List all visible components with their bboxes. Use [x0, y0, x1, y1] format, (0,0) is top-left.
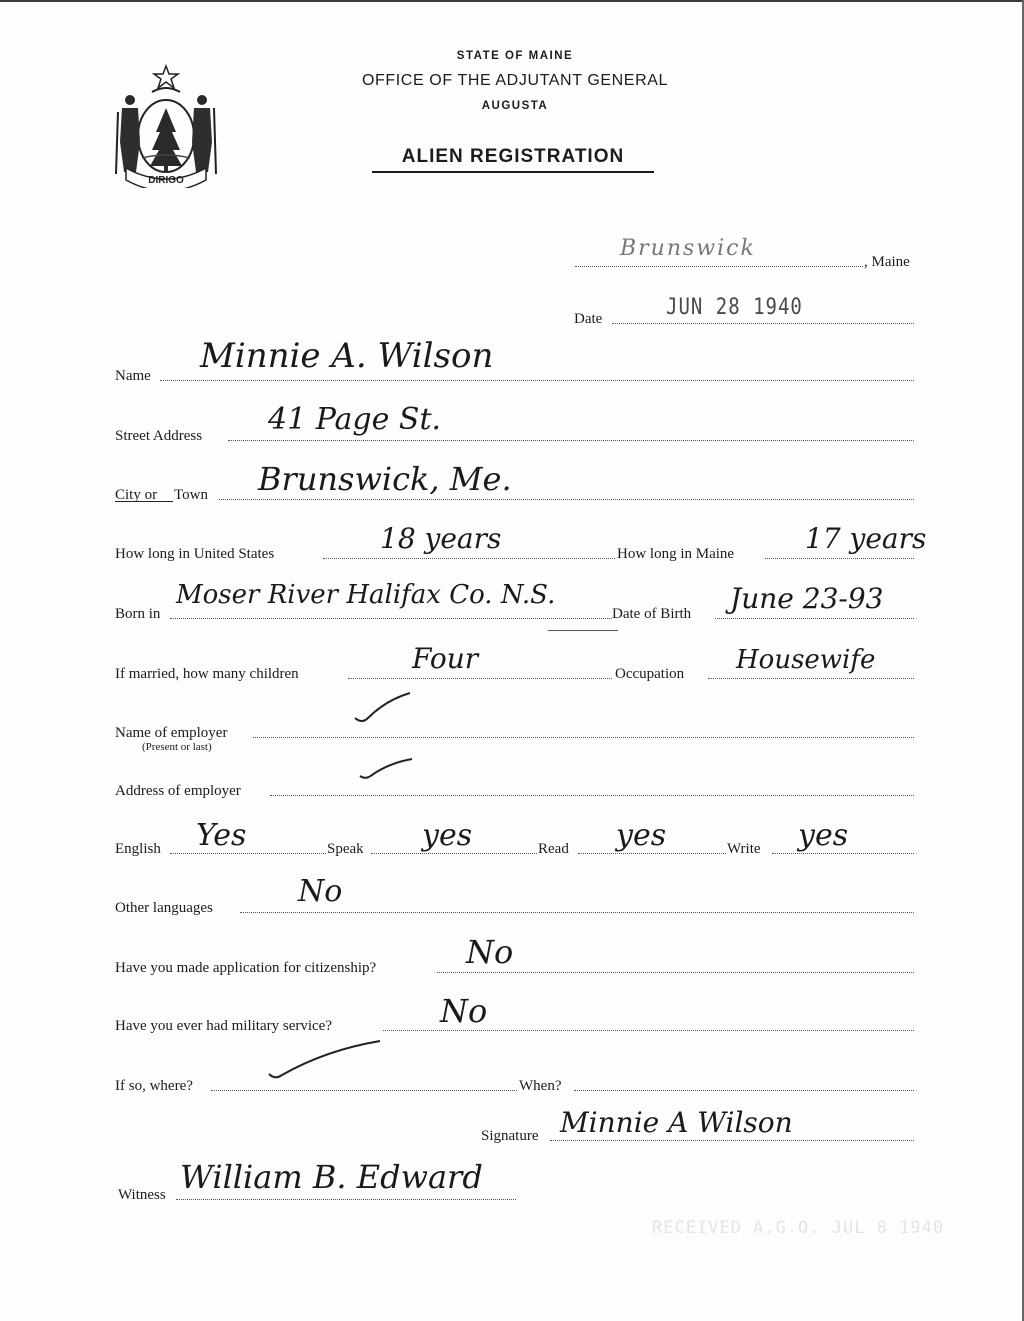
date-of-birth-label: Date of Birth [612, 606, 692, 622]
other-languages-label: Other languages [115, 900, 213, 916]
how-long-maine-line [765, 558, 914, 559]
occupation-value: Housewife [736, 645, 876, 675]
other-languages-value: No [298, 874, 343, 909]
children-value: Four [412, 642, 479, 675]
signature-label: Signature [481, 1128, 539, 1144]
speak-label: Speak [327, 841, 364, 857]
svg-text:DIRIGO: DIRIGO [148, 175, 184, 186]
top-edge [0, 0, 1024, 2]
military-label: Have you ever had military service? [115, 1018, 332, 1034]
location-suffix: , Maine [864, 254, 910, 270]
employer-name-line [253, 737, 914, 738]
how-long-us-line [323, 558, 615, 559]
header-city: AUGUSTA [481, 100, 549, 112]
town-line [219, 499, 914, 500]
when-line [574, 1090, 914, 1091]
town-label: Town [174, 487, 208, 503]
read-label: Read [538, 841, 569, 857]
name-line [160, 380, 914, 381]
street-address-line [228, 440, 914, 441]
date-label: Date [574, 311, 603, 327]
write-line [772, 853, 914, 854]
employer-address-line [270, 795, 914, 796]
write-value: yes [798, 818, 849, 853]
location-line [575, 266, 863, 267]
location-town-handwriting: Brunswick [620, 236, 756, 261]
citizenship-label: Have you made application for citizenship? [115, 960, 377, 976]
witness-line [176, 1199, 516, 1200]
occupation-line [708, 678, 914, 679]
employer-name-label: Name of employer [115, 725, 228, 741]
employer-address-label: Address of employer [115, 783, 241, 799]
witness-value: William B. Edward [180, 1158, 483, 1196]
born-in-line [170, 618, 612, 619]
town-value: Brunswick, Me. [258, 460, 512, 498]
how-long-maine-label: How long in Maine [617, 546, 735, 562]
employer-name-checkmark [352, 690, 414, 726]
how-long-maine-value: 17 years [805, 522, 927, 555]
english-value: Yes [196, 818, 247, 853]
signature-value: Minnie A Wilson [560, 1106, 793, 1139]
citizenship-line [437, 972, 914, 973]
occupation-label: Occupation [615, 666, 685, 682]
military-line [383, 1030, 914, 1031]
write-label: Write [727, 841, 761, 857]
received-stamp: RECEIVED A.G.O. JUL 8 1940 [652, 1218, 945, 1238]
how-long-us-label: How long in United States [115, 546, 275, 562]
speak-line [371, 853, 537, 854]
signature-line [550, 1140, 914, 1141]
read-line [578, 853, 726, 854]
date-line [612, 323, 914, 324]
other-languages-line [240, 912, 914, 913]
born-in-underline-mark [548, 630, 618, 631]
employer-name-sublabel: (Present or last) [142, 741, 212, 753]
header-state: STATE OF MAINE [456, 50, 574, 62]
where-checkmark [266, 1038, 384, 1082]
page-title: ALIEN REGISTRATION [372, 146, 654, 173]
children-label: If married, how many children [115, 666, 299, 682]
name-label: Name [115, 368, 151, 384]
military-value: No [440, 992, 488, 1030]
read-value: yes [616, 818, 667, 853]
city-struck-label: City or [115, 487, 158, 503]
street-address-value: 41 Page St. [268, 402, 442, 437]
state-seal [112, 62, 220, 188]
english-line [170, 853, 326, 854]
citizenship-value: No [466, 933, 514, 971]
name-value: Minnie A. Wilson [200, 336, 494, 376]
where-label: If so, where? [115, 1078, 193, 1094]
date-of-birth-line [715, 618, 914, 619]
english-label: English [115, 841, 161, 857]
born-in-label: Born in [115, 606, 161, 622]
employer-address-checkmark [357, 756, 415, 782]
city-strikethrough [115, 501, 173, 502]
witness-label: Witness [118, 1187, 166, 1203]
date-stamp: JUN 28 1940 [666, 294, 803, 320]
children-line [348, 678, 612, 679]
speak-value: yes [422, 818, 473, 853]
date-of-birth-value: June 23-93 [730, 582, 884, 615]
header-office: OFFICE OF THE ADJUTANT GENERAL [361, 72, 669, 89]
when-label: When? [519, 1078, 562, 1094]
street-address-label: Street Address [115, 428, 203, 444]
how-long-us-value: 18 years [380, 522, 502, 555]
born-in-value: Moser River Halifax Co. N.S. [176, 580, 556, 610]
where-line [211, 1090, 517, 1091]
